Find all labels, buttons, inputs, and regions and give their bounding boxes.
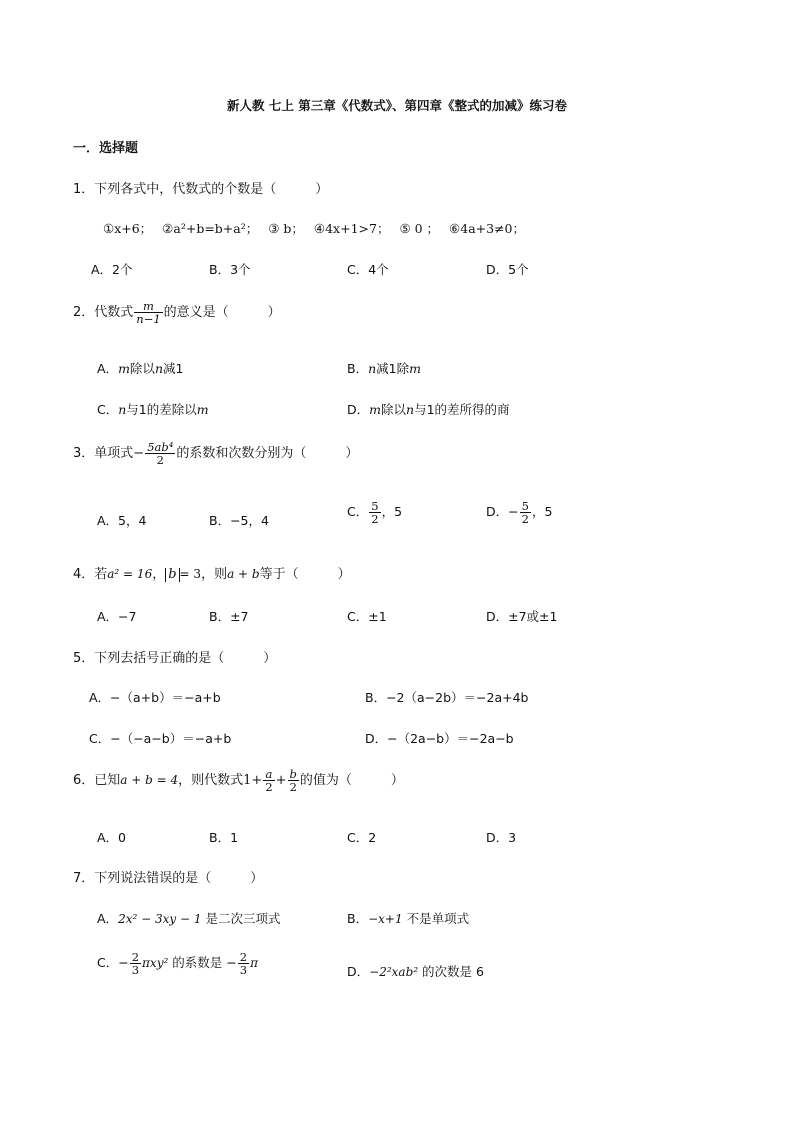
q3-d-sign: − — [508, 504, 519, 520]
q6-frac-b-den: 2 — [289, 780, 297, 795]
q2-c-var1: n — [118, 402, 127, 417]
q2-a-mid: 除以 — [129, 361, 155, 376]
q3-c-prefix: C． — [347, 504, 369, 520]
q7-option-d — [347, 962, 484, 980]
q4-stem-mid: ，则 — [201, 567, 228, 582]
q3-option-b: B．−5，4 — [209, 513, 269, 528]
q7-a-suffix: 是二次三项式 — [201, 911, 281, 926]
q7-b-suffix: 不是单项式 — [402, 911, 470, 926]
q7-c-expression: πxy² — [142, 956, 169, 971]
q3-fraction-numerator: 5ab⁴ — [147, 440, 174, 454]
q7-c-mid: 的系数是 — [168, 955, 227, 971]
q4-option-b: B．±7 — [209, 609, 249, 624]
q5-option-c: C．−（−a−b）＝−a+b — [89, 731, 232, 746]
q3-d-numerator: 5 — [521, 499, 529, 513]
q5-option-a: A．−（a+b）＝−a+b — [89, 690, 221, 705]
q1-item-2: ②a²+b=b+a²； — [162, 221, 259, 236]
q7-a-expression: 2x² − 3xy − 1 — [118, 912, 202, 926]
q7-c-sign: − — [118, 955, 129, 971]
q1-option-d: D．5个 — [486, 262, 529, 277]
q7-option-b — [347, 909, 469, 927]
q3-c-fraction — [369, 500, 380, 525]
q2-a-suffix: 减1 — [163, 361, 184, 376]
q2-d-suffix: 与1的差所得的商 — [414, 402, 510, 417]
q2-d-mid: 除以 — [381, 402, 407, 417]
q2-fraction — [134, 300, 162, 325]
q2-d-prefix: D． — [347, 402, 370, 417]
q3-d-fraction — [520, 500, 531, 525]
q3-option-c — [347, 500, 402, 525]
q7-c-fraction — [130, 951, 141, 976]
q6-stem-prefix: 6．已知 — [73, 773, 121, 789]
q6-stem-suffix: 的值为（ ） — [299, 773, 404, 789]
q7-d-suffix: 的次数是 6 — [418, 964, 484, 979]
document-title: 新人教 七上 第三章《代数式》、第四章《整式的加减》练习卷 — [227, 98, 567, 113]
q6-option-a: A．0 — [97, 830, 127, 845]
q3-d-prefix: D． — [486, 504, 509, 520]
q6-fraction-b — [288, 768, 299, 793]
q3-d-denominator: 2 — [521, 512, 529, 527]
q2-b-mid: 减1除 — [376, 361, 410, 376]
q2-stem-prefix: 2．代数式 — [73, 305, 134, 321]
q6-option-c: C．2 — [347, 830, 377, 845]
q4-option-c: C．±1 — [347, 609, 387, 624]
q2-c-var2: m — [196, 402, 209, 417]
q5-option-d: D．−（2a−b）＝−2a−b — [365, 731, 514, 746]
q3-stem-prefix: 3．单项式 — [73, 446, 134, 462]
q1-item-5: ⑤ 0 ； — [399, 221, 440, 236]
q7-option-a — [97, 909, 280, 927]
q4-expression: a + b — [227, 567, 260, 581]
q2-b-var2: m — [409, 361, 421, 376]
q4-condition-2: = 3 — [179, 567, 202, 581]
q7-c-numerator: 2 — [131, 950, 140, 964]
q3-fraction-denominator: 2 — [156, 453, 164, 468]
q2-c-mid: 与1的差除以 — [126, 402, 197, 417]
q3-option-d — [486, 500, 552, 525]
q2-a-var1: m — [118, 361, 130, 376]
q6-stem-mid: ，则代数式 — [178, 773, 244, 789]
q7-b-prefix: B． — [347, 911, 369, 926]
question-1-items — [103, 219, 525, 237]
q3-c-denominator: 2 — [371, 512, 379, 527]
q2-a-prefix: A． — [97, 361, 119, 376]
question-1-stem: 1．下列各式中，代数式的个数是（ ） — [73, 182, 329, 197]
q2-option-d — [347, 400, 510, 418]
q3-d-suffix: ，5 — [531, 504, 553, 520]
q2-c-prefix: C． — [97, 402, 119, 417]
question-5-stem: 5．下列去括号正确的是（ ） — [73, 651, 277, 666]
q2-fraction-numerator: m — [134, 300, 162, 313]
q3-fraction — [145, 441, 175, 466]
q4-option-d: D．±7或±1 — [486, 609, 558, 624]
q1-item-3: ③ b； — [268, 221, 304, 236]
q4-stem-prefix: 4．若 — [73, 567, 108, 582]
q6-plus: + — [275, 773, 287, 789]
q3-c-suffix: ，5 — [381, 504, 403, 520]
q1-item-6: ⑥4a+3≠0； — [449, 221, 525, 236]
q7-a-prefix: A． — [97, 911, 119, 926]
q2-a-var2: n — [154, 361, 163, 376]
section-heading: 一．选择题 — [73, 141, 139, 156]
q3-stem-suffix: 的系数和次数分别为（ ） — [176, 446, 359, 462]
question-3-stem — [73, 441, 358, 466]
q4-option-a: A．−7 — [97, 609, 137, 624]
q7-b-expression: −x+1 — [368, 912, 403, 926]
q6-option-d: D．3 — [486, 830, 517, 845]
q6-condition: a + b = 4 — [120, 773, 179, 788]
q2-option-b — [347, 359, 421, 377]
q4-abs-value: b — [165, 568, 179, 582]
q3-option-a: A．5，4 — [97, 513, 147, 528]
q3-c-numerator: 5 — [371, 499, 379, 513]
q2-b-prefix: B． — [347, 361, 369, 376]
q2-stem-suffix: 的意义是（ ） — [163, 305, 281, 321]
q1-item-4: ④4x+1>7； — [313, 221, 390, 236]
q6-frac-a-den: 2 — [265, 780, 273, 795]
q4-stem-suffix: 等于（ ） — [259, 567, 351, 582]
q7-d-prefix: D． — [347, 964, 370, 979]
q1-option-c: C．4个 — [347, 262, 389, 277]
q7-c-pi: π — [250, 956, 258, 971]
q6-expr-prefix: 1+ — [243, 773, 263, 789]
q7-c-denominator: 3 — [131, 963, 140, 978]
question-6-stem — [73, 768, 404, 793]
q5-option-b: B．−2（a−2b）＝−2a+4b — [365, 690, 529, 705]
q2-d-var2: n — [406, 402, 415, 417]
q6-frac-a-num: a — [263, 768, 274, 781]
q4-separator: ， — [152, 567, 166, 582]
q1-option-b: B．3个 — [209, 262, 251, 277]
question-4-stem — [73, 563, 351, 582]
q7-c-numerator-2: 2 — [239, 950, 248, 964]
q6-option-b: B．1 — [209, 830, 239, 845]
q1-item-1: ①x+6； — [103, 221, 153, 236]
q4-condition-1: a² = 16 — [107, 567, 153, 581]
q7-c-prefix: C． — [97, 955, 119, 971]
q6-fraction-a — [263, 768, 274, 793]
q2-option-a — [97, 359, 183, 377]
q3-sign: − — [133, 446, 145, 462]
q7-option-c — [97, 951, 258, 976]
question-7-stem: 7．下列说法错误的是（ ） — [73, 871, 264, 886]
q6-frac-b-num: b — [289, 767, 297, 781]
q7-d-expression: −2²xab² — [369, 965, 419, 979]
q2-b-var1: n — [368, 361, 377, 376]
q7-c-sign-2: − — [226, 955, 237, 971]
q7-c-denominator-2: 3 — [239, 963, 248, 978]
question-2-stem — [73, 300, 281, 325]
q7-c-fraction-2 — [238, 951, 249, 976]
q2-option-c — [97, 400, 209, 418]
q2-d-var1: m — [369, 402, 381, 417]
q1-option-a: A．2个 — [91, 262, 133, 277]
q2-fraction-denominator: n−1 — [136, 312, 161, 327]
